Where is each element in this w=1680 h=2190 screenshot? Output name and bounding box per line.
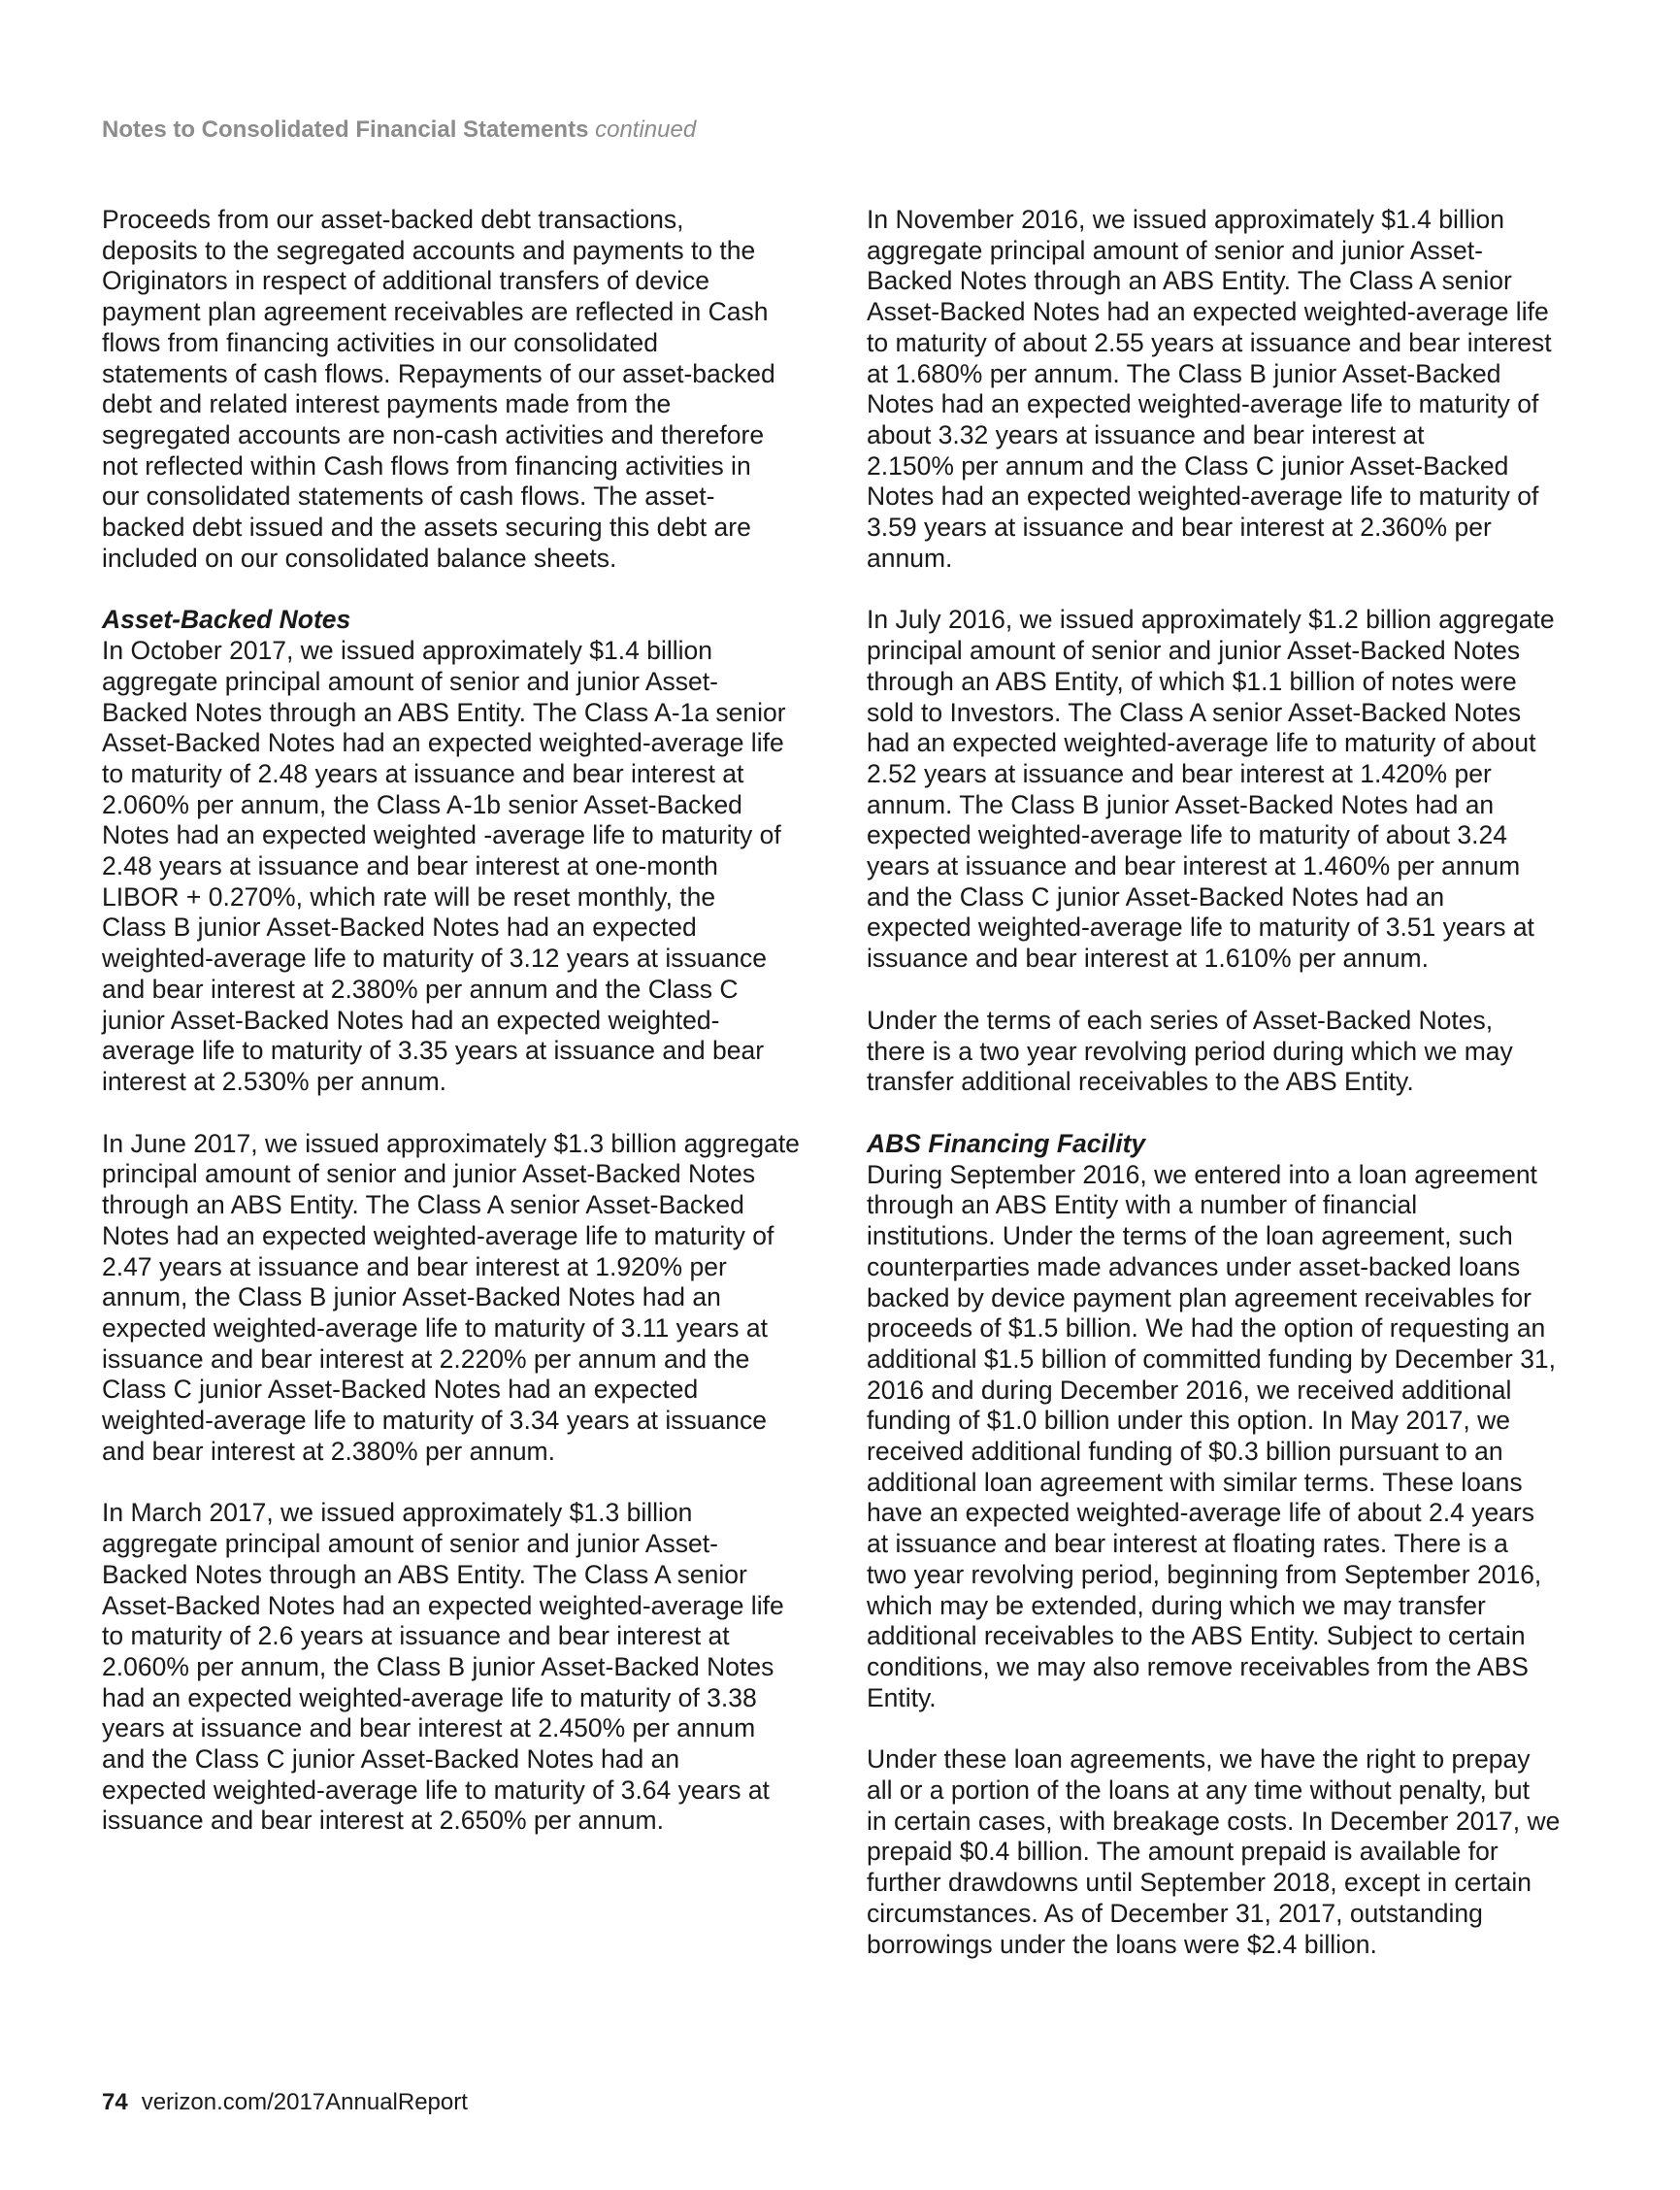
left-column: [102, 205, 822, 1868]
prepay-paragraph: Under these loan agreements, we have the right to prepay all or a portion of the loans at any time without penalty, but in certain cases, with breakage costs. In December 2017, we prepaid $0.4 billion. The amount prepaid is available for further drawdowns until September 2018, except in certain circumstances. As of December 31, 2017, outstanding borrowings under the loans were $2.4 billion.: [867, 1744, 1561, 1959]
financing-facility-paragraph: During September 2016, we entered into a loan agreement through an ABS Entity with a number of financial institutions. Under the terms of the loan agreement, such counterparties made advances under asset-backed loans backed by device payment plan agreement receivables for proceeds of $1.5 billion. We had the option of requesting an additional $1.5 billion of committed funding by December 31, 2016 and during December 2016, we received additional funding of $1.0 billion under this option. In May 2017, we received additional funding of $0.3 billion pursuant to an additional loan agreement with similar terms. These loans have an expected weighted-average life of about 2.4 years at issuance and bear interest at floating rates. There is a two year revolving period, beginning from September 2016, which may be extended, during which we may transfer additional receivables to the ABS Entity. Subject to certain conditions, we may also remove receivables from the ABS Entity.: [867, 1159, 1557, 1712]
running-header: [102, 115, 696, 146]
june-2017-paragraph: In June 2017, we issued approximately $1.3 billion aggregate principal amount of senior and junior Asset-Backed Notes through an ABS Entity. The Class A senior Asset-Backed Notes had an expected weighted-average life to maturity of 2.47 years at issuance and bear interest at 1.920% per annum, the Class B junior Asset-Backed Notes had an expected weighted-average life to maturity of 3.11 years at issuance and bear interest at 2.220% per annum and the Class C junior Asset-Backed Notes had an expected weighted-average life to maturity of 3.34 years at issuance and bear interest at 2.380% per annum.: [102, 1128, 800, 1466]
page-number: 74: [102, 2089, 128, 2115]
july-2016-paragraph: In July 2016, we issued approximately $1.2 billion aggregate principal amount of senior and junior Asset-Backed Notes through an ABS Entity, of which $1.1 billion of notes were sold to Investors. The Class A senior Asset-Backed Notes had an expected weighted-average life to maturity of about 2.52 years at issuance and bear interest at 1.420% per annum. The Class B junior Asset-Backed Notes had an expected weighted-average life to maturity of about 3.24 years at issuance and bear interest at 1.460% per annum and the Class C junior Asset-Backed Notes had an expected weighted-average life to maturity of 3.51 years at issuance and bear interest at 1.610% per annum.: [867, 605, 1555, 974]
november-2016-paragraph: In November 2016, we issued approximately $1.4 billion aggregate principal amount of senior and junior Asset- Backed Notes through an ABS Entity. The Class A senior Asset-Backed Notes had an expected weighted-average life to maturity of about 2.55 years at issuance and bear interest at 1.680% per annum. The Class B junior Asset-Backed Notes had an expected weighted-average life to maturity of about 3.32 years at issuance and bear interest at 2.150% per annum and the Class C junior Asset-Backed Notes had an expected weighted-average life to maturity of 3.59 years at issuance and bear interest at 2.360% per annum.: [867, 205, 1552, 573]
page-footer: [102, 2087, 468, 2118]
march-2017-paragraph: In March 2017, we issued approximately $1.3 billion aggregate principal amount of senior and junior Asset- Backed Notes through an ABS Entity. The Class A senior Asset-Backed Notes had an expected weighted-average life to maturity of 2.6 years at issuance and bear interest at 2.060% per annum, the Class B junior Asset-Backed Notes had an expected weighted-average life to maturity of 3.38 years at issuance and bear interest at 2.450% per annum and the Class C junior Asset-Backed Notes had an expected weighted-average life to maturity of 3.64 years at issuance and bear interest at 2.650% per annum.: [102, 1498, 784, 1836]
revolving-period-paragraph: Under the terms of each series of Asset-Backed Notes, there is a two year revolving period during which we may transfer additional receivables to the ABS Entity.: [867, 1005, 1513, 1097]
right-column: [867, 205, 1587, 1991]
asset-backed-notes-heading: Asset-Backed Notes: [102, 605, 351, 635]
footer-url[interactable]: verizon.com/2017AnnualReport: [141, 2089, 468, 2115]
abs-financing-facility-heading: ABS Financing Facility: [867, 1128, 1146, 1158]
october-2017-paragraph: In October 2017, we issued approximately $1.4 billion aggregate principal amount of senior and junior Asset- Backed Notes through an ABS Entity. The Class A-1a senior Asset-Backed Notes had an expected weighted-average life to maturity of 2.48 years at issuance and bear interest at 2.060% per annum, the Class A-1b senior Asset-Backed Notes had an expected weighted -average life to maturity of 2.48 years at issuance and bear interest at one-month LIBOR + 0.270%, which rate will be reset monthly, the Class B junior Asset-Backed Notes had an expected weighted-average life to maturity of 3.12 years at issuance and bear interest at 2.380% per annum and the Class C junior Asset-Backed Notes had an expected weighted- average life to maturity of 3.35 years at issuance and bear interest at 2.530% per annum.: [102, 636, 786, 1096]
header-title: Notes to Consolidated Financial Statements: [102, 116, 589, 143]
intro-paragraph: Proceeds from our asset-backed debt transactions, deposits to the segregated accounts and payments to the Originators in respect of additional transfers of device payment plan agreement receivables are reflected in Cash flows from financing activities in our consolidated statements of cash flows. Repayments of our asset-backed debt and related interest payments made from the segregated accounts are non-cash activities and therefore not reflected within Cash flows from financing activities in our consolidated statements of cash flows. The asset- backed debt issued and the assets securing this debt are included on our consolidated balance sheets.: [102, 205, 775, 573]
abs-financing-facility-section: [867, 1129, 1587, 1713]
header-continued: continued: [595, 116, 697, 143]
asset-backed-notes-section: [102, 605, 822, 1097]
